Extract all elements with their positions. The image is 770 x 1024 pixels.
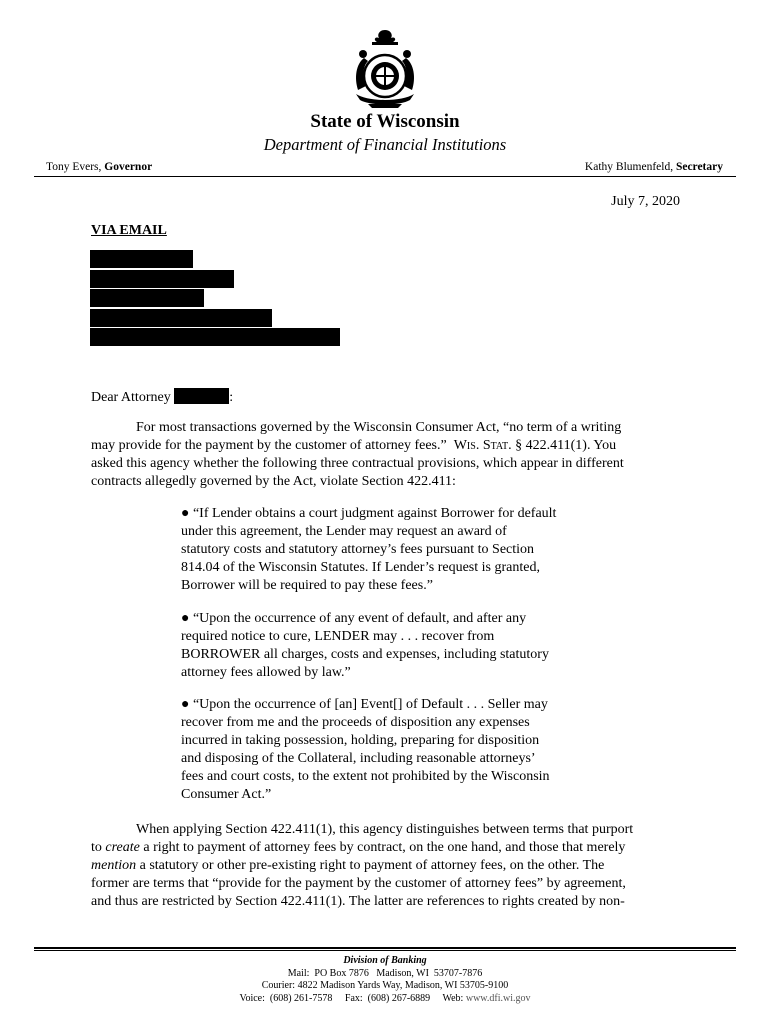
footer-division: Division of Banking [343,955,427,966]
quote-line: Consumer Act.” [181,787,272,802]
emphasis-mention: mention [91,858,137,873]
quote-line: incurred in taking possession, holding, preparing for disposition [181,733,540,748]
footer-courier: Courier: 4822 Madison Yards Way, Madison, WI 53705-9100 [261,980,509,991]
quote-line: required notice to cure, LENDER may . . . recover from [181,629,495,644]
quote-line: fees and court costs, to the extent not prohibited by the Wisconsin [181,769,550,784]
text-line-part: may provide for the payment by the customer of attorney fees.” [91,438,447,453]
text-line-part: a statutory or other pre-existing right to payment of attorney fees, on the other. The [139,858,605,873]
redacted-address-line [90,270,234,288]
via-email-heading: VIA EMAIL [91,223,167,238]
quote-line: ● “Upon the occurrence of any event of default, and after any [181,611,527,626]
salutation [91,388,233,406]
quote-line: attorney fees allowed by law.” [181,665,351,680]
quote-line: BORROWER all charges, costs and expenses, including statutory [181,647,549,662]
text-line: and thus are restricted by Section 422.411(1). The latter are references to rights created by non- [91,894,625,909]
text-line-part: a right to payment of attorney fees by contract, on the one hand, and those that merely [143,840,626,855]
secretary-name: Kathy Blumenfeld, [584,161,674,173]
governor-name: Tony Evers, [46,161,102,173]
paragraph-analysis [91,821,683,911]
wisconsin-state-seal-icon [348,28,422,110]
quoted-provision-1 [181,505,601,595]
text-line: For most transactions governed by the Wisconsin Consumer Act, “no term of a writing [136,420,622,435]
page-title: State of Wisconsin [310,111,460,132]
quote-line: recover from me and the proceeds of disposition any expenses [181,715,530,730]
text-line [91,839,683,857]
letter-date: July 7, 2020 [611,194,680,209]
redacted-address-line [90,289,204,307]
quote-line: ● “If Lender obtains a court judgment against Borrower for default [181,506,557,521]
quote-line: statutory costs and statutory attorney’s fees pursuant to Section [181,542,535,557]
text-line-part: to [91,840,102,855]
header-divider [34,176,736,177]
text-line-part: § 422.411(1). You [515,438,617,453]
quoted-provision-2 [181,610,601,682]
governor-title: Governor [104,161,153,173]
quoted-provision-3 [181,696,601,804]
footer-divider-thin [34,950,736,951]
secretary-line [585,161,723,173]
footer-contact [0,993,770,1006]
text-line: former are terms that “provide for the payment by the customer of attorney fees” by agreement, [91,876,626,891]
secretary-title: Secretary [675,161,723,173]
paragraph-intro [91,419,683,491]
footer-website-link[interactable]: www.dfi.wi.gov [465,992,531,1004]
salutation-text: Dear Attorney [91,390,171,405]
emphasis-create: create [105,840,140,855]
quote-line: Borrower will be required to pay these fees.” [181,578,433,593]
text-line [91,857,683,875]
salutation-colon: : [229,390,234,405]
text-line [91,437,683,455]
governor-line [46,161,152,173]
footer [0,955,770,1005]
department-name: Department of Financial Institutions [263,135,507,154]
redacted-address-line [90,309,272,327]
text-line: contracts allegedly governed by the Act, violate Section 422.411: [91,474,456,489]
statute-citation: Wis. Stat. [453,438,512,453]
redacted-name [174,388,229,404]
redacted-address-line [90,328,340,346]
footer-mail: Mail: PO Box 7876 Madison, WI 53707-7876 [287,967,483,979]
quote-line: and disposing of the Collateral, including reasonable attorneys’ [181,751,536,766]
quote-line: ● “Upon the occurrence of [an] Event[] of Default . . . Seller may [181,697,548,712]
text-line: asked this agency whether the following three contractual provisions, which appear in different [91,456,624,471]
quote-line: under this agreement, the Lender may request an award of [181,524,507,539]
footer-divider [34,947,736,949]
footer-phone-fax: Voice: (608) 261-7578 Fax: (608) 267-6889 Web: [239,992,464,1004]
quote-line: 814.04 of the Wisconsin Statutes. If Lender’s request is granted, [181,560,540,575]
text-line: When applying Section 422.411(1), this agency distinguishes between terms that purport [136,822,634,837]
redacted-address-line [90,250,193,268]
